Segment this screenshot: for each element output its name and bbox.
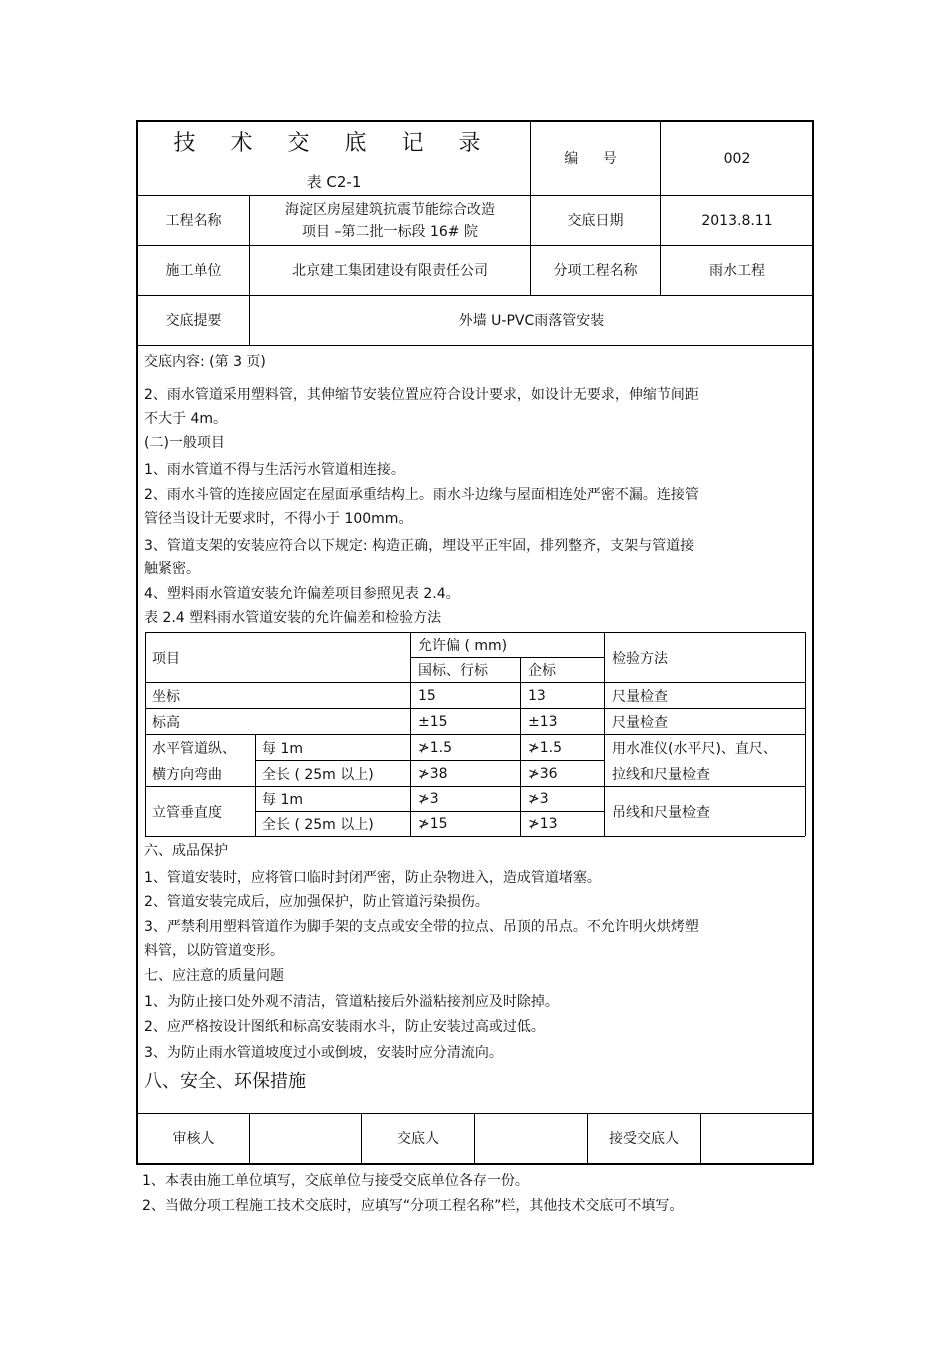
- section-heading: 八、安全、环保措施: [144, 1071, 306, 1092]
- project-label: 工程名称: [165, 212, 222, 229]
- table-cell: ≯3: [418, 791, 439, 807]
- th-method: 检验方法: [612, 650, 668, 667]
- table-cell: ≯3: [528, 791, 549, 807]
- table-cell: 拉线和尺量检查: [612, 766, 710, 783]
- content-line: 4、塑料雨水管道安装允许偏差项目参照见表 2.4。: [144, 586, 460, 602]
- content-heading: 交底内容: (第 3 页): [144, 354, 266, 370]
- table-cell: 13: [528, 687, 546, 704]
- sub-project-value: 雨水工程: [709, 262, 765, 279]
- project-line-2: 项目 –第二批一标段 16# 院: [302, 223, 478, 240]
- content-line: 料管，以防管道变形。: [144, 943, 284, 959]
- table-cell: 每 1m: [262, 792, 303, 808]
- project-line-1: 海淀区房屋建筑抗震节能综合改造: [285, 201, 495, 218]
- content-line: 3、为防止雨水管道坡度过小或倒坡，安装时应分清流向。: [144, 1045, 503, 1061]
- table-caption: 表 2.4 塑料雨水管道安装的允许偏差和检验方法: [144, 610, 442, 626]
- content-line: 2、应严格按设计图纸和标高安装雨水斗，防止安装过高或过低。: [144, 1019, 545, 1035]
- content-line: 1、为防止接口处外观不清洁，管道粘接后外溢粘接剂应及时除掉。: [144, 994, 559, 1010]
- form-number: 表 C2-1: [306, 173, 362, 191]
- content-line: 2、雨水斗管的连接应固定在屋面承重结构上。雨水斗边缘与屋面相连处严密不漏。连接管: [144, 487, 699, 503]
- content-line: 管径当设计无要求时，不得小于 100mm。: [144, 511, 413, 527]
- table-cell: 尺量检查: [612, 714, 668, 731]
- table-cell: 立管垂直度: [152, 804, 222, 821]
- unit-value: 北京建工集团建设有限责任公司: [292, 262, 488, 279]
- rule: [520, 657, 521, 836]
- project-value: [250, 196, 530, 245]
- footnote: 1、本表由施工单位填写，交底单位与接受交底单位各存一份。: [142, 1173, 529, 1189]
- table-cell: 全长 ( 25m 以上): [262, 766, 374, 783]
- reviewer-signature-field[interactable]: [250, 1114, 361, 1164]
- code-label: 编 号: [564, 150, 627, 167]
- reviewer-label: 审核人: [172, 1131, 215, 1147]
- th-item: 项目: [152, 650, 180, 667]
- th-allowance: 允许偏 ( mm): [418, 638, 508, 654]
- discloser-signature-field[interactable]: [475, 1114, 587, 1164]
- rule: [136, 345, 814, 346]
- table-cell: 水平管道纵、: [152, 740, 236, 757]
- table-cell: 横方向弯曲: [152, 766, 222, 783]
- table-cell: ≯38: [418, 765, 448, 782]
- content-line: 3、严禁利用塑料管道作为脚手架的支点或安全带的拉点、吊顶的吊点。不允许明火烘烤塑: [144, 919, 699, 935]
- table-cell: ≯36: [528, 765, 558, 782]
- summary-value: 外墙 U-PVC雨落管安装: [458, 312, 605, 329]
- form-title: 技 术 交 底 记 录: [173, 131, 495, 156]
- footnote: 2、当做分项工程施工技术交底时，应填写“分项工程名称”栏，其他技术交底可不填写。: [142, 1198, 684, 1214]
- table-cell: ≯13: [528, 816, 558, 832]
- table-cell: ≯15: [418, 816, 448, 832]
- rule: [145, 682, 805, 683]
- date-value: 2013.8.11: [701, 212, 773, 229]
- table-cell: ±15: [418, 713, 448, 730]
- rule: [145, 836, 805, 837]
- table-cell: 用水准仪(水平尺)、直尺、: [612, 740, 777, 757]
- section-heading: 六、成品保护: [144, 843, 228, 859]
- content-line: 1、管道安装时，应将管口临时封闭严密，防止杂物进入，造成管道堵塞。: [144, 870, 601, 886]
- content-line: 1、雨水管道不得与生活污水管道相连接。: [144, 462, 405, 478]
- table-cell: ≯1.5: [418, 739, 452, 756]
- table-cell: 每 1m: [262, 740, 303, 757]
- table-cell: 全长 ( 25m 以上): [262, 817, 374, 833]
- rule: [604, 632, 605, 836]
- table-cell: 尺量检查: [612, 688, 668, 705]
- sub-project-label: 分项工程名称: [553, 262, 638, 279]
- rule: [145, 632, 146, 836]
- table-cell: 15: [418, 687, 436, 704]
- content-line: 不大于 4m。: [144, 411, 227, 427]
- content-line: 触紧密。: [144, 561, 200, 577]
- th-national: 国标、行标: [418, 663, 488, 679]
- rule: [805, 632, 806, 836]
- table-cell: 坐标: [152, 688, 180, 705]
- discloser-label: 交底人: [397, 1131, 439, 1147]
- table-cell: 吊线和尺量检查: [612, 804, 710, 821]
- rule: [410, 632, 411, 836]
- receiver-label: 接受交底人: [609, 1131, 679, 1147]
- date-label: 交底日期: [567, 212, 624, 229]
- table-cell: ≯1.5: [528, 739, 562, 756]
- code-value: 002: [723, 150, 751, 167]
- table-cell: ±13: [528, 713, 558, 730]
- th-enterprise: 企标: [528, 663, 556, 679]
- receiver-signature-field[interactable]: [701, 1114, 813, 1164]
- rule: [145, 708, 805, 709]
- summary-label: 交底提要: [165, 312, 222, 329]
- rule: [255, 734, 256, 836]
- section-heading: 七、应注意的质量问题: [144, 968, 284, 984]
- content-line: (二)一般项目: [144, 435, 225, 451]
- content-line: 3、管道支架的安装应符合以下规定: 构造正确，埋设平正牢固，排列整齐，支架与管道接: [144, 538, 695, 554]
- table-cell: 标高: [152, 714, 180, 731]
- content-line: 2、管道安装完成后，应加强保护，防止管道污染损伤。: [144, 894, 489, 910]
- unit-label: 施工单位: [165, 262, 222, 279]
- content-line: 2、雨水管道采用塑料管，其伸缩节安装位置应符合设计要求，如设计无要求，伸缩节间距: [144, 387, 699, 403]
